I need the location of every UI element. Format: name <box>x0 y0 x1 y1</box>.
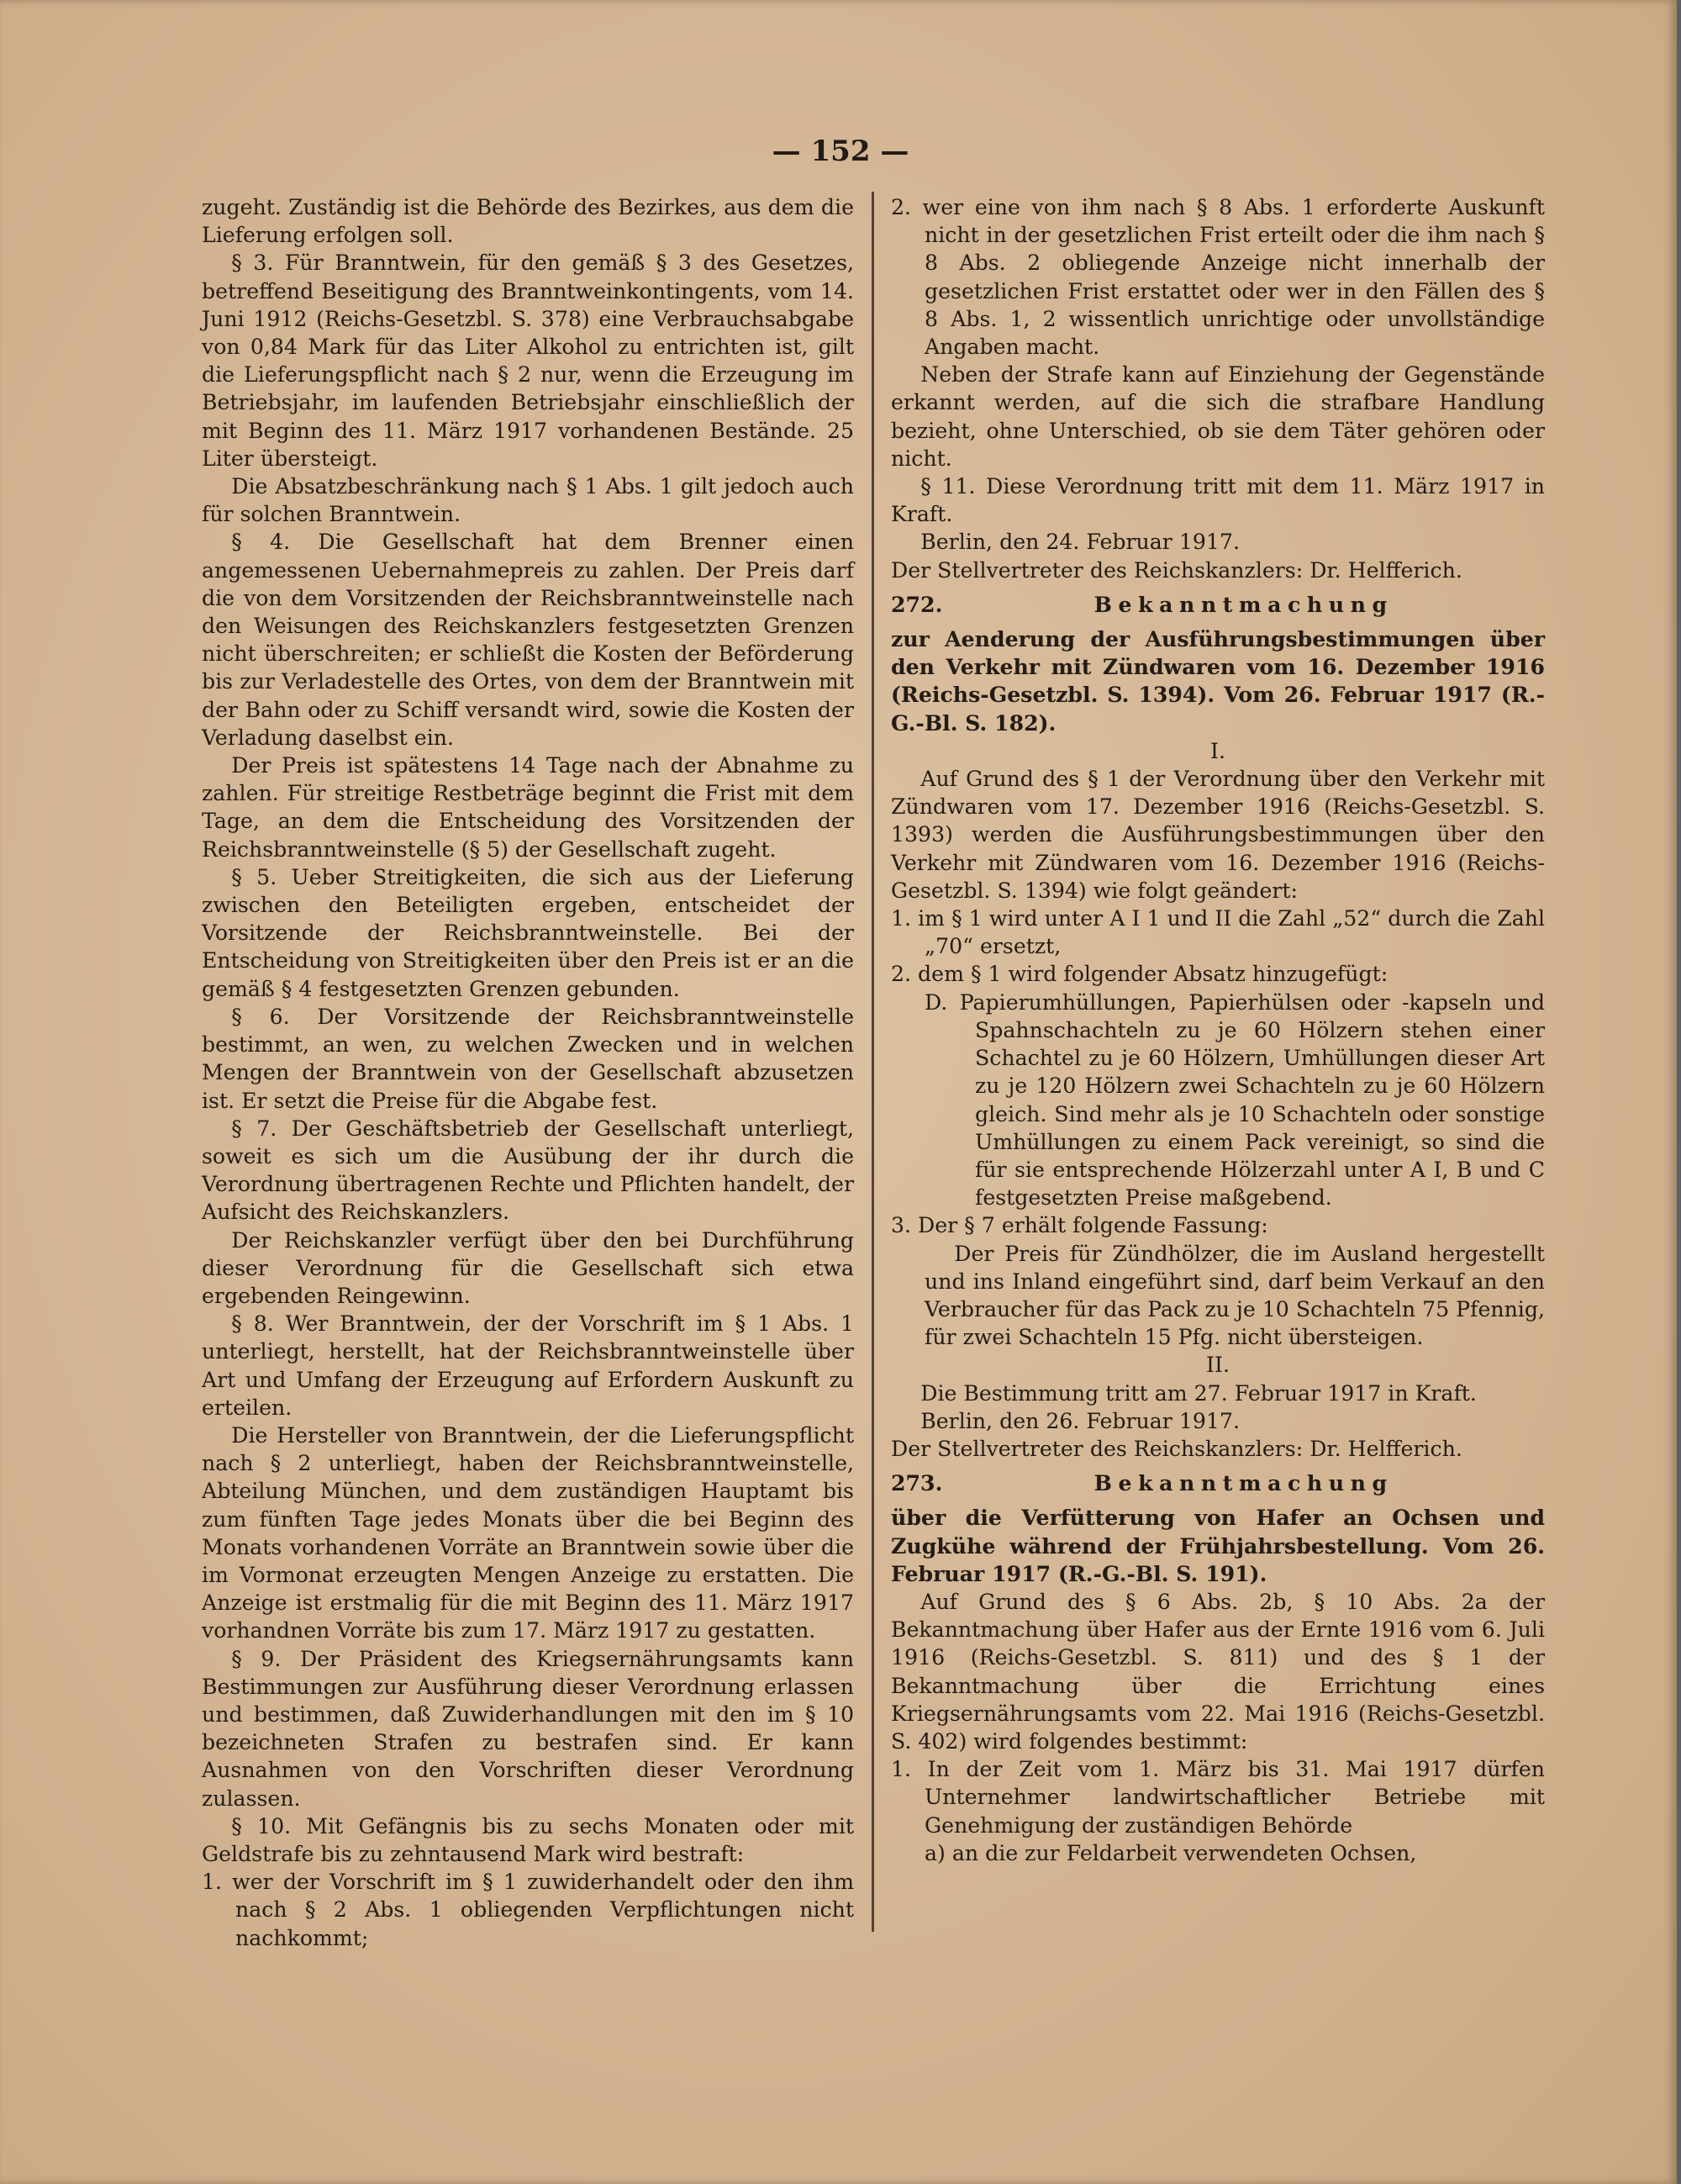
paragraph: zugeht. Zuständig ist die Behörde des Bezirkes, aus dem die Lieferung erfolgen soll. <box>202 195 854 248</box>
announcement-heading-272 <box>891 591 1545 619</box>
announcement-title: über die Verfütterung von Hafer an Ochsen und Zugkühe während der Frühjahrsbestellung. Vom 26. Februar 1917 (R.-G.-Bl. S. 191). <box>891 1505 1545 1586</box>
announcement-number: 272. <box>891 591 943 617</box>
list-item: 2. dem § 1 wird folgender Absatz hinzugefügt: <box>891 962 1389 987</box>
section-numeral: I. <box>1210 738 1225 763</box>
announcement-heading-273 <box>891 1469 1545 1497</box>
paragraph: Auf Grund des § 6 Abs. 2b, § 10 Abs. 2a der Bekanntmachung über Hafer aus der Ernte 1916 vom 6. Juli 1916 (Reichs-Gesetzbl. S. 811) und des § 1 der Bekanntmachung über die Errichtung eines Kriegsernährungsamts vom 22. Mai 1916 (Reichs-Gesetzbl. S. 402) wird folgendes bestimmt: <box>891 1589 1545 1754</box>
announcement-label: Bekanntmachung <box>1093 591 1394 617</box>
right-column <box>891 193 1545 1867</box>
paragraph-section-5: § 5. Ueber Streitigkeiten, die sich aus der Lieferung zwischen den Beteiligten ergeben, entscheidet der Vorsitzende der Reichsbranntweinstelle. Bei der Entscheidung von Streitigkeiten über den Preis ist er an die gemäß § 4 festgesetzten Grenzen gebunden. <box>202 864 854 1001</box>
list-item: 1. wer der Vorschrift im § 1 zuwiderhandelt oder den ihm nach § 2 Abs. 1 obliegenden Verpflichtungen nicht nachkommt; <box>202 1870 854 1950</box>
list-item: 3. Der § 7 erhält folgende Fassung: <box>891 1213 1268 1238</box>
section-numeral: II. <box>1206 1353 1230 1378</box>
paragraph: Die Bestimmung tritt am 27. Februar 1917 in Kraft. <box>920 1380 1477 1406</box>
list-item: 1. In der Zeit vom 1. März bis 31. Mai 1917 dürfen Unternehmer landwirtschaftlicher Betriebe mit Genehmigung der zuständigen Behörde <box>891 1757 1545 1838</box>
announcement-number: 273. <box>891 1470 943 1496</box>
paragraph: Der Reichskanzler verfügt über den bei Durchführung dieser Verordnung für die Gesellschaft sich etwa ergebenden Reingewinn. <box>202 1227 854 1308</box>
paragraph-section-7: § 7. Der Geschäftsbetrieb der Gesellschaft unterliegt, soweit es sich um die Ausübung der ihr durch die Verordnung übertragenen Rechte und Pflichten handelt, der Aufsicht des Reichskanzlers. <box>202 1116 854 1225</box>
paragraph-section-10: § 10. Mit Gefängnis bis zu sechs Monaten oder mit Geldstrafe bis zu zehntausend Mark wird bestraft: <box>202 1813 854 1866</box>
left-column <box>202 193 854 1952</box>
announcement-title: zur Aenderung der Ausführungsbestimmungen über den Verkehr mit Zündwaren vom 16. Dezember 1916 (Reichs-Gesetzbl. S. 1394). Vom 26. Februar 1917 (R.-G.-Bl. S. 182). <box>891 626 1545 736</box>
paragraph: Der Preis für Zündhölzer, die im Ausland hergestellt und ins Inland eingeführt sind, darf beim Verkauf an den Verbraucher für das Pack zu je 10 Schachteln 75 Pfennig, für zwei Schachteln 15 Pfg. nicht übersteigen. <box>925 1241 1545 1350</box>
list-item: D. Papierumhüllungen, Papierhülsen oder -kapseln und Spahnschachteln zu je 60 Hölzern stehen einer Schachtel zu je 60 Hölzern, Umhüllungen dieser Art zu je 120 Hölzern zwei Schachteln zu je 60 Hölzern gleich. Sind mehr als je 10 Schachteln oder sonstige Umhüllungen zu einem Pack vereinigt, so sind die für sie entsprechende Hölzerzahl unter A I, B und C festgesetzten Preise maßgebend. <box>925 989 1545 1211</box>
paragraph-section-3: § 3. Für Branntwein, für den gemäß § 3 des Gesetzes, betreffend Beseitigung des Branntweinkontingents, vom 14. Juni 1912 (Reichs-Gesetzbl. S. 378) eine Verbrauchsabgabe von 0,84 Mark für das Liter Alkohol zu entrichten ist, gilt die Lieferungspflicht nach § 2 nur, wenn die Erzeugung im Betriebsjahr, im laufenden Betriebsjahr einschließlich der mit Beginn des 11. März 1917 vorhandenen Bestände. 25 Liter übersteigt. <box>202 251 854 471</box>
date-line: Berlin, den 26. Februar 1917. <box>920 1408 1240 1433</box>
paragraph-section-6: § 6. Der Vorsitzende der Reichsbranntweinstelle bestimmt, an wen, zu welchen Zwecken und in welchen Mengen der Branntwein von der Gesellschaft abzusetzen ist. Er setzt die Preise für die Abgabe fest. <box>202 1004 854 1113</box>
announcement-label: Bekanntmachung <box>1093 1470 1394 1496</box>
paragraph-section-4: § 4. Die Gesellschaft hat dem Brenner einen angemessenen Uebernahmepreis zu zahlen. Der Preis darf die von dem Vorsitzenden der Reichsbranntweinstelle nach den Weisungen des Reichskanzlers festgesetzten Grenzen nicht überschreiten; er schließt die Kosten der Beförderung bis zur Verladestelle des Ortes, von dem der Branntwein mit der Bahn oder zu Schiff versandt wird, sowie die Kosten der Verladung daselbst ein. <box>202 530 854 750</box>
paragraph: Neben der Strafe kann auf Einziehung der Gegenstände erkannt werden, auf die sich die strafbare Handlung bezieht, ohne Unterschied, ob sie dem Täter gehören oder nicht. <box>891 362 1545 471</box>
signature-line: Der Stellvertreter des Reichskanzlers: Dr. Helfferich. <box>891 557 1462 583</box>
date-line: Berlin, den 24. Februar 1917. <box>920 530 1240 555</box>
paragraph-section-8: § 8. Wer Branntwein, der der Vorschrift im § 1 Abs. 1 unterliegt, herstellt, hat der Reichsbranntweinstelle über Art und Umfang der Erzeugung auf Erfordern Auskunft zu erteilen. <box>202 1311 854 1420</box>
paragraph: Die Hersteller von Branntwein, der die Lieferungspflicht nach § 2 unterliegt, haben der Reichsbranntweinstelle, Abteilung München, und dem zuständigen Hauptamt bis zum fünften Tage jedes Monats über die bei Beginn des Monats vorhandenen Vorräte an Branntwein sowie über die im Vormonat erzeugten Mengen Anzeige zu erstatten. Die Anzeige ist erstmalig für die mit Beginn des 11. März 1917 vorhandnen Vorräte bis zum 17. März 1917 zu gestatten. <box>202 1422 854 1643</box>
page-number: — 152 — <box>772 135 909 168</box>
paragraph: Der Preis ist spätestens 14 Tage nach der Abnahme zu zahlen. Für streitige Restbeträge beginnt die Frist mit dem Tage, an dem die Entscheidung des Vorsitzenden der Reichsbranntweinstelle (§ 5) der Gesellschaft zugeht. <box>202 753 854 862</box>
list-item: 2. wer eine von ihm nach § 8 Abs. 1 erforderte Auskunft nicht in der gesetzlichen Frist erteilt oder die ihm nach § 8 Abs. 2 obliegende Anzeige nicht innerhalb der gesetzlichen Frist erstattet oder wer in den Fällen des § 8 Abs. 1, 2 wissentlich unrichtige oder unvollständige Angaben macht. <box>891 195 1545 360</box>
column-divider <box>872 192 874 1932</box>
paragraph-section-9: § 9. Der Präsident des Kriegsernährungsamts kann Bestimmungen zur Ausführung dieser Verordnung erlassen und bestimmen, daß Zuwiderhandlungen mit den im § 10 bezeichneten Strafen zu bestrafen sind. Er kann Ausnahmen von den Vorschriften dieser Verordnung zulassen. <box>202 1646 854 1811</box>
paragraph: Auf Grund des § 1 der Verordnung über den Verkehr mit Zündwaren vom 17. Dezember 1916 (Reichs-Gesetzbl. S. 1393) werden die Ausführungsbestimmungen über den Verkehr mit Zündwaren vom 16. Dezember 1916 (Reichs-Gesetzbl. S. 1394) wie folgt geändert: <box>891 767 1545 903</box>
paragraph-section-11: § 11. Diese Verordnung tritt mit dem 11. März 1917 in Kraft. <box>891 474 1545 527</box>
list-item: 1. im § 1 wird unter A I 1 und II die Zahl „52“ durch die Zahl „70“ ersetzt, <box>891 906 1545 959</box>
signature-line: Der Stellvertreter des Reichskanzlers: Dr. Helfferich. <box>891 1436 1462 1461</box>
paragraph: Die Absatzbeschränkung nach § 1 Abs. 1 gilt jedoch auch für solchen Branntwein. <box>202 474 854 527</box>
list-subitem: a) an die zur Feldarbeit verwendeten Ochsen, <box>925 1840 1417 1865</box>
